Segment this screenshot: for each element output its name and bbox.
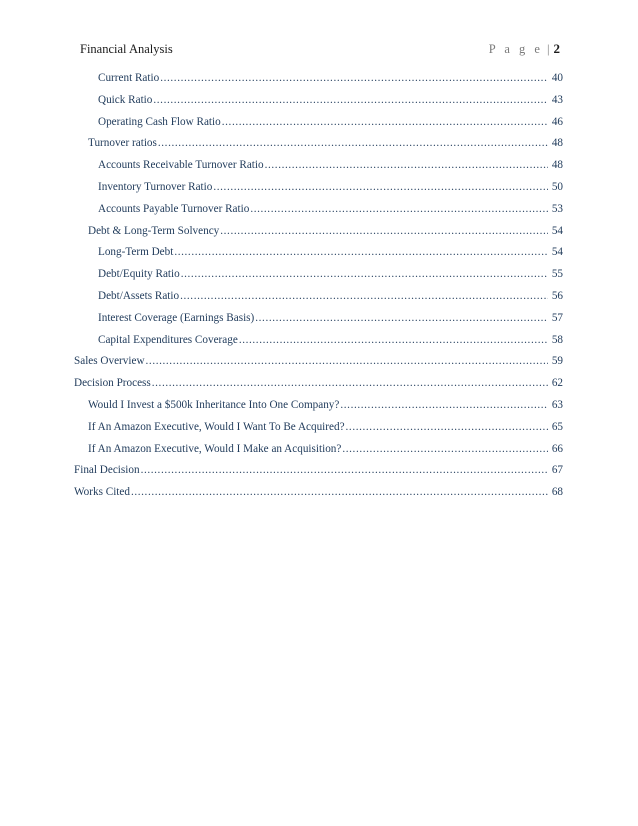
toc-entry-title: Works Cited xyxy=(74,486,130,499)
toc-entry-title: Quick Ratio xyxy=(98,93,153,106)
toc-entry-title: Accounts Payable Turnover Ratio xyxy=(98,202,250,215)
toc-dot-leader xyxy=(174,246,548,258)
toc-entry-page-number: 55 xyxy=(551,268,563,281)
toc-entry-page-number: 48 xyxy=(551,159,563,172)
toc-entry-page-number: 54 xyxy=(551,224,563,237)
toc-dot-leader xyxy=(213,181,548,193)
toc-entry-page-number: 54 xyxy=(551,246,563,259)
toc-entry-page-number: 43 xyxy=(551,93,563,106)
toc-entry[interactable] xyxy=(98,94,563,110)
toc-dot-leader xyxy=(131,486,548,498)
toc-entry[interactable] xyxy=(98,181,563,197)
toc-entry[interactable] xyxy=(88,399,563,415)
toc-entry-page-number: 68 xyxy=(551,486,563,499)
toc-entry-page-number: 50 xyxy=(551,181,563,193)
toc-dot-leader xyxy=(152,377,548,389)
toc-entry-page-number: 46 xyxy=(551,115,563,128)
toc-entry-title: Operating Cash Flow Ratio xyxy=(98,115,221,128)
toc-entry-page-number: 65 xyxy=(551,420,563,433)
toc-dot-leader xyxy=(265,159,548,171)
toc-entry-title: Interest Coverage (Earnings Basis) xyxy=(98,311,255,324)
toc-entry-title: Debt/Equity Ratio xyxy=(98,268,180,281)
toc-entry[interactable] xyxy=(98,116,563,132)
toc-entry[interactable] xyxy=(98,246,563,262)
toc-entry-title: Debt & Long-Term Solvency xyxy=(88,224,220,237)
toc-entry[interactable] xyxy=(98,334,563,350)
toc-dot-leader xyxy=(220,225,548,237)
toc-entry-title: If An Amazon Executive, Would I Make an Acquisition? xyxy=(88,442,342,455)
toc-entry-page-number: 40 xyxy=(551,72,563,84)
toc-entry-page-number: 62 xyxy=(551,377,563,390)
toc-entry-title: Would I Invest a $500k Inheritance Into One Company? xyxy=(88,399,340,411)
toc-entry[interactable] xyxy=(88,225,563,241)
toc-entry-title: Current Ratio xyxy=(98,72,160,84)
toc-entry[interactable] xyxy=(98,203,563,219)
toc-entry-page-number: 56 xyxy=(551,290,563,302)
toc-dot-leader xyxy=(239,334,548,346)
toc-entry[interactable] xyxy=(88,443,563,459)
toc-entry[interactable] xyxy=(98,312,563,328)
toc-entry-title: Long-Term Debt xyxy=(98,246,174,259)
toc-dot-leader xyxy=(160,72,548,84)
toc-entry[interactable] xyxy=(98,290,563,306)
toc-dot-leader xyxy=(250,203,548,215)
toc-entry-title: Capital Expenditures Coverage xyxy=(98,333,238,346)
toc-dot-leader xyxy=(158,137,548,149)
toc-entry-title: Turnover ratios xyxy=(88,137,157,150)
toc-entry[interactable] xyxy=(74,486,563,502)
toc-entry-title: Debt/Assets Ratio xyxy=(98,290,180,302)
toc-dot-leader xyxy=(222,116,548,128)
toc-entry-page-number: 67 xyxy=(551,464,563,477)
toc-entry[interactable] xyxy=(74,464,563,480)
toc-entry-page-number: 48 xyxy=(551,137,563,150)
page-indicator xyxy=(489,41,560,57)
toc-entry[interactable] xyxy=(98,268,563,284)
toc-entry-page-number: 53 xyxy=(551,202,563,215)
toc-entry[interactable] xyxy=(98,72,563,88)
toc-entry-page-number: 59 xyxy=(551,355,563,368)
toc-dot-leader xyxy=(181,268,548,280)
toc-entry[interactable] xyxy=(88,421,563,437)
toc-entry-title: Sales Overview xyxy=(74,355,145,368)
toc-entry[interactable] xyxy=(74,377,563,393)
toc-entry-page-number: 58 xyxy=(551,333,563,346)
page-header xyxy=(80,41,560,57)
toc-entry-title: If An Amazon Executive, Would I Want To Be Acquired? xyxy=(88,420,345,433)
toc-entry[interactable] xyxy=(98,159,563,175)
toc-dot-leader xyxy=(346,421,548,433)
toc-dot-leader xyxy=(180,290,548,302)
toc-entry-title: Final Decision xyxy=(74,464,140,477)
toc-entry-page-number: 63 xyxy=(551,399,563,411)
toc-entry[interactable] xyxy=(88,137,563,153)
header-title: Financial Analysis xyxy=(80,42,173,56)
toc-dot-leader xyxy=(255,312,548,324)
page-separator: | xyxy=(546,42,550,56)
page-number: 2 xyxy=(553,41,560,56)
toc-dot-leader xyxy=(340,399,548,411)
toc-entry[interactable] xyxy=(74,355,563,371)
toc-dot-leader xyxy=(342,443,548,455)
toc-dot-leader xyxy=(146,355,548,367)
toc-entry-title: Accounts Receivable Turnover Ratio xyxy=(98,159,264,172)
toc-dot-leader xyxy=(153,94,548,106)
toc-entry-page-number: 66 xyxy=(551,442,563,455)
toc-entry-page-number: 57 xyxy=(551,311,563,324)
toc-entry-title: Inventory Turnover Ratio xyxy=(98,181,213,193)
toc-entry-title: Decision Process xyxy=(74,377,151,390)
toc-dot-leader xyxy=(141,464,548,476)
page-word: P a g e xyxy=(488,42,543,56)
